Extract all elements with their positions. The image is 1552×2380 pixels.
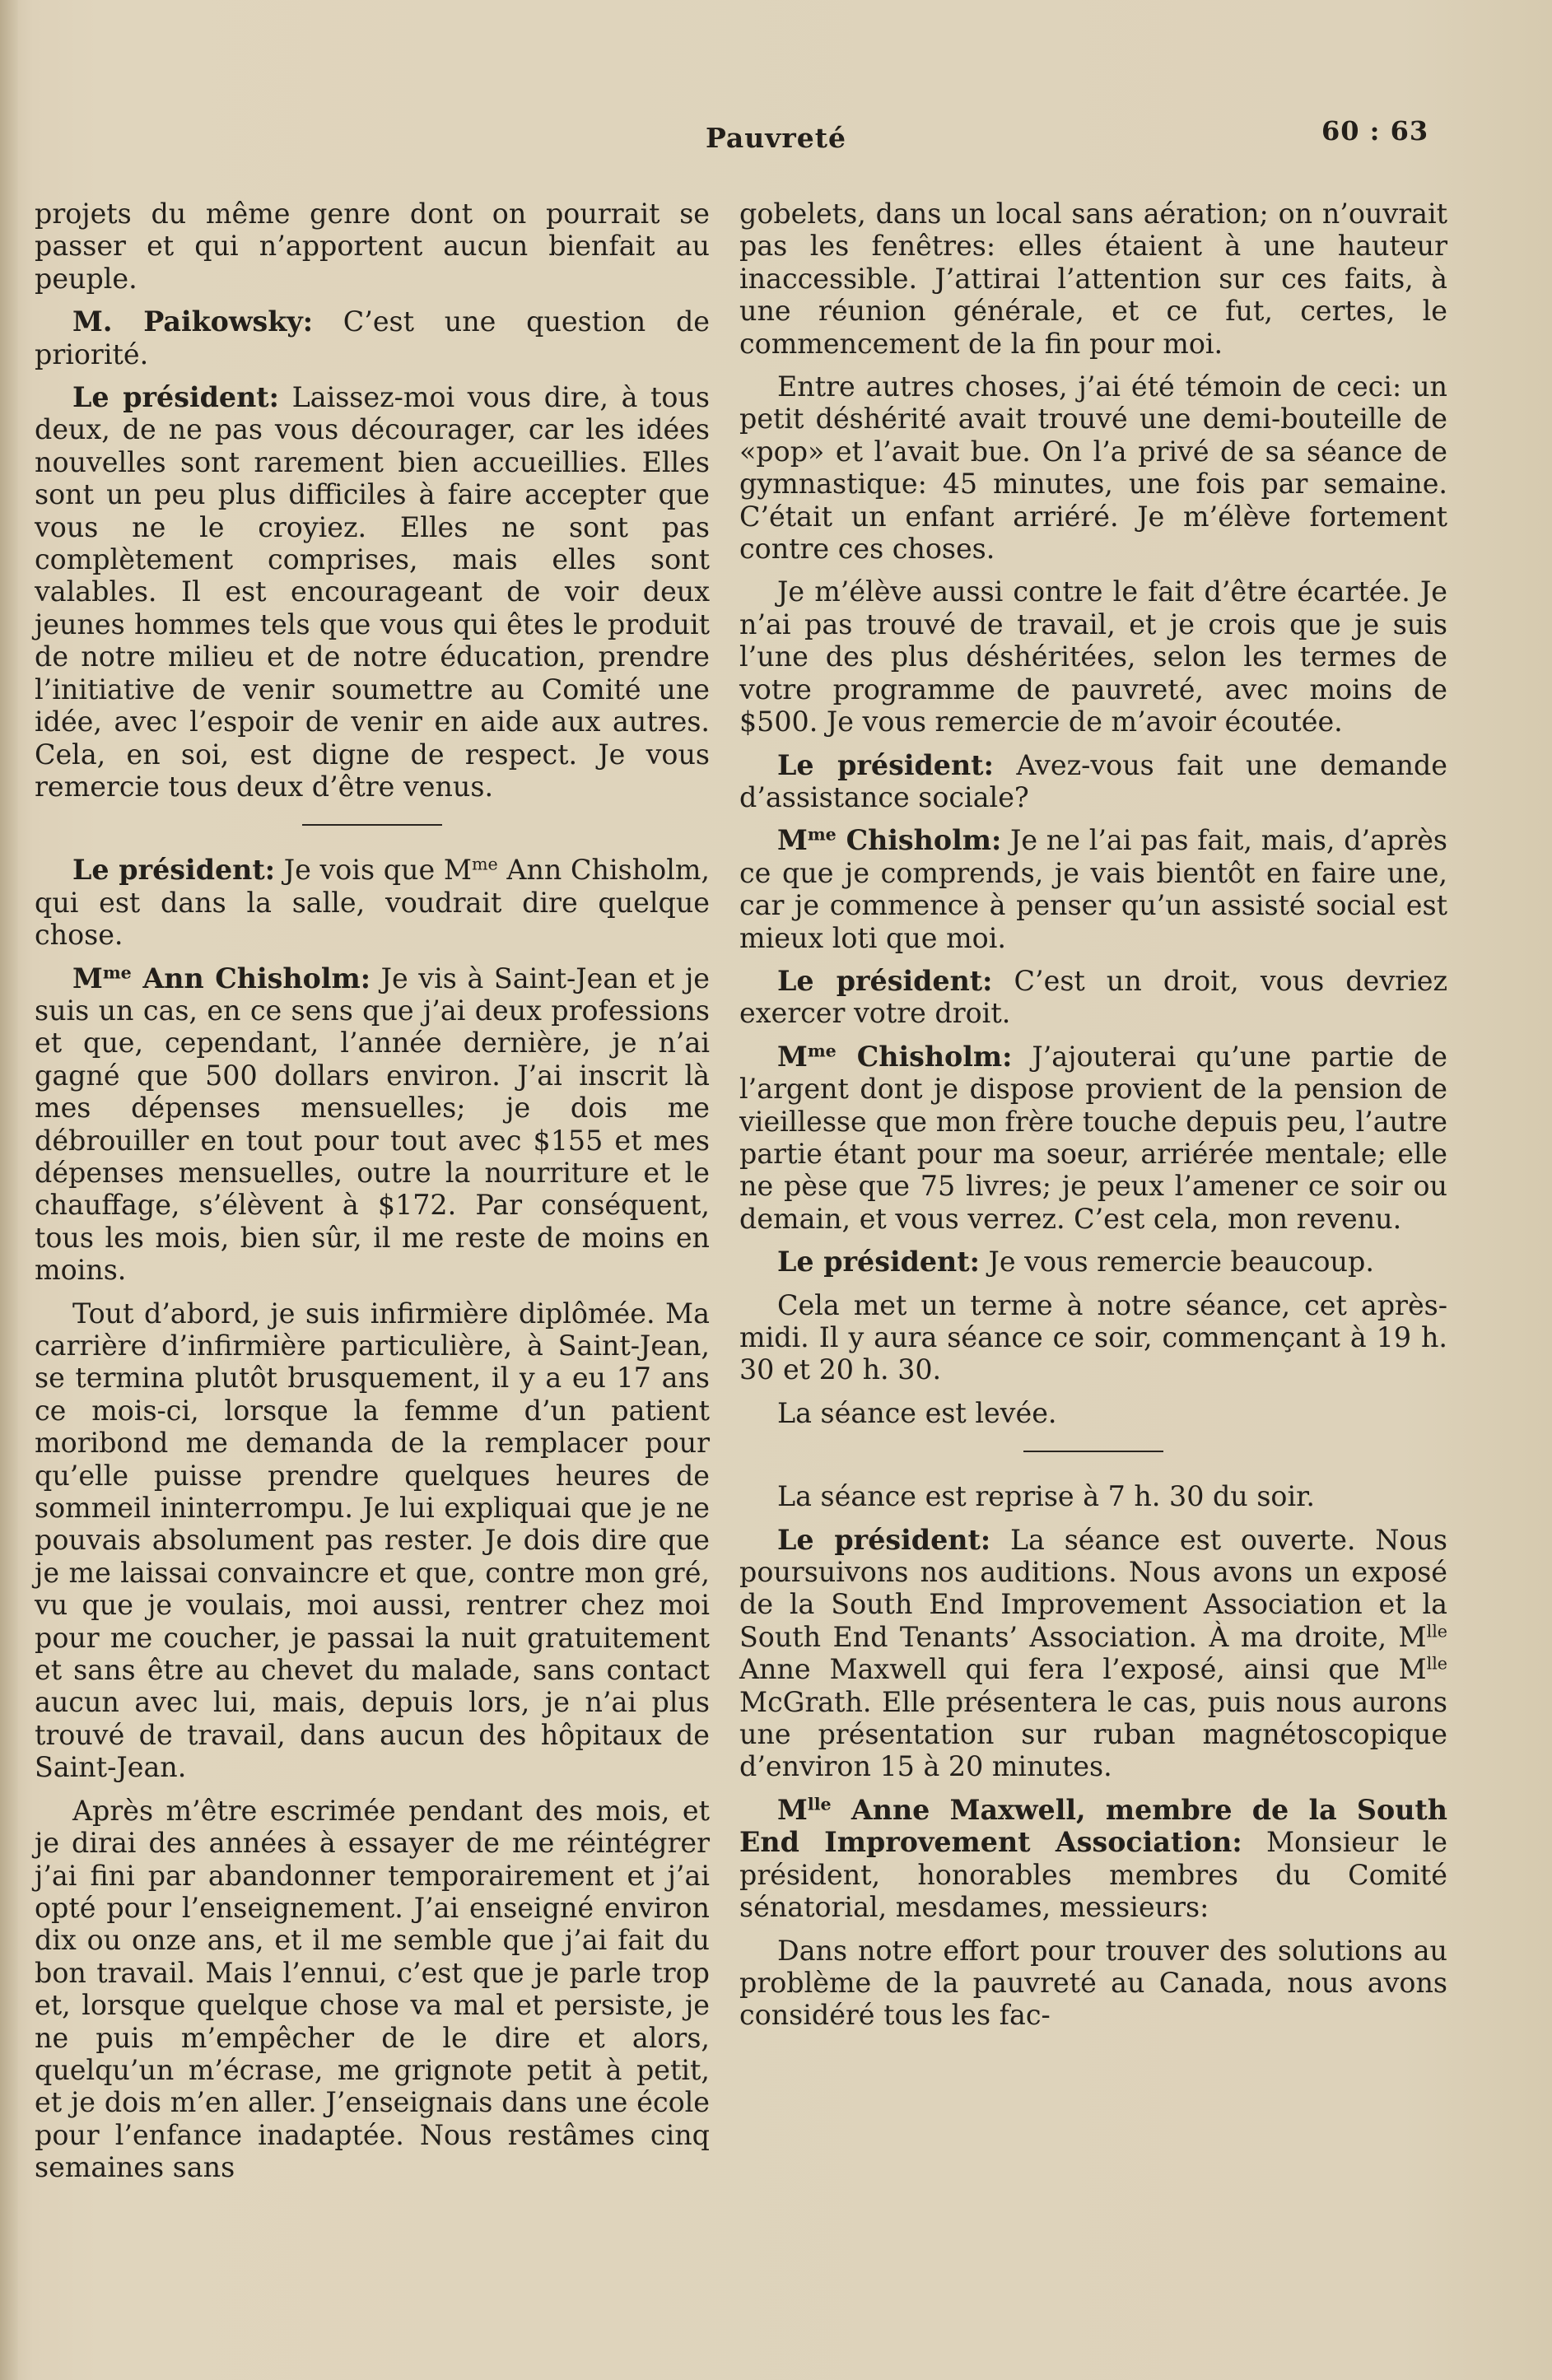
paragraph bbox=[739, 1246, 1447, 1278]
speaker-prefix: M bbox=[777, 824, 808, 857]
speaker-surname: Anne Maxwell, membre de la South End Improvement Association: bbox=[739, 1793, 1447, 1859]
paragraph bbox=[739, 1524, 1447, 1783]
speech-text: Laissez-moi vous dire, à tous deux, de ne pas vous décourager, car les idées nouvelles sont rarement bien accueillies. Elles sont un peu plus difficiles à faire accepter que vous ne le croyiez. Elles ne sont pas complètement comprises, mais elles sont valables. Il est encourageant de voir deux jeunes hommes tels que vous qui êtes le produit de notre milieu et de notre éducation, prendre l’initiative de venir soumettre au Comité une idée, avec l’espoir de venir en aide aux autres. Cela, en soi, est digne de respect. Je vous remercie tous deux d’être venus. bbox=[35, 381, 710, 803]
speaker-surname: Ann Chisholm: bbox=[131, 962, 371, 994]
paragraph bbox=[739, 965, 1447, 1030]
speech-text: Avez-vous fait une demande d’assistance sociale? bbox=[739, 748, 1447, 813]
speech-text: Je vois que M bbox=[275, 854, 472, 887]
paragraph: projets du même genre dont on pourrait se passer et qui n’apportent aucun bienfait au peuple. bbox=[35, 198, 710, 295]
paragraph: Tout d’abord, je suis infirmière diplômée. Ma carrière d’infirmière particulière, à Saint-Jean, se termina plutôt brusquement, il y a eu 17 ans ce mois-ci, lorsque la femme d’un patient moribond me demanda de la remplacer pour qu’elle puisse prendre quelques heures de sommeil ininterrompu. Je lui expliquai que je ne pouvais absolument pas rester. Je dois dire que je me laissai convaincre et que, contre mon gré, vu que je voulais, moi aussi, rentrer chez moi pour me coucher, je passai la nuit gratuitement et sans être au chevet du malade, sans contact aucun avec lui, mais, depuis lors, je n’ai plus trouvé de travail, dans aucun des hôpitaux de Saint-Jean. bbox=[35, 1297, 710, 1784]
running-head-title: Pauvreté bbox=[705, 122, 847, 154]
paragraph: Cela met un terme à notre séance, cet après-midi. Il y aura séance ce soir, commençant à 19 h. 30 et 20 h. 30. bbox=[739, 1288, 1447, 1386]
speech-text: Je vous remercie beaucoup. bbox=[979, 1246, 1374, 1278]
speech-text: Je ne l’ai pas fait, mais, d’après ce que je comprends, je vais bientôt en faire une, car je commence à penser qu’un assisté social est mieux loti que moi. bbox=[739, 824, 1447, 954]
speaker-name: Le président: bbox=[72, 854, 276, 887]
paragraph bbox=[739, 1041, 1447, 1235]
section-divider bbox=[302, 824, 442, 826]
superscript: me bbox=[807, 1041, 837, 1061]
speaker-name: Le président: bbox=[777, 748, 994, 781]
superscript: lle bbox=[1426, 1653, 1447, 1674]
speaker-name bbox=[777, 1041, 1012, 1073]
superscript: me bbox=[807, 824, 837, 845]
section-divider bbox=[1023, 1451, 1163, 1452]
paragraph: La séance est levée. bbox=[777, 1396, 1057, 1429]
paragraph bbox=[35, 962, 710, 1287]
paragraph: Après m’être escrimée pendant des mois, et je dirai des années à essayer de me réintégrer j’ai fini par abandonner temporairement et j’ai opté pour l’enseignement. J’ai enseigné environ dix ou onze ans, et il me semble que j’ai fait du bon travail. Mais l’ennui, c’est que je parle trop et, lorsque quelque chose va mal et persiste, je ne puis m’empêcher de le dire et alors, quelqu’un m’écrase, me grignote petit à petit, et je dois m’en aller. J’enseignais dans une école pour l’enfance inadaptée. Nous restâmes cinq semaines sans bbox=[35, 1794, 710, 2184]
superscript: me bbox=[102, 962, 132, 983]
superscript: lle bbox=[807, 1794, 832, 1814]
paragraph bbox=[35, 854, 710, 951]
speech-text: Monsieur le président, honorables membres du Comité sénatorial, mesdames, messieurs: bbox=[739, 1826, 1447, 1924]
speaker-name: Le président: bbox=[72, 381, 279, 414]
speaker-name: Le président: bbox=[777, 1246, 980, 1278]
speaker-name: Le président: bbox=[777, 964, 993, 997]
left-column bbox=[35, 198, 710, 2195]
speaker-prefix: M bbox=[777, 1040, 808, 1073]
speaker-prefix: M bbox=[72, 962, 103, 994]
speaker-name: M. Paikowsky: bbox=[72, 305, 313, 338]
speaker-name bbox=[72, 962, 371, 994]
speaker-name bbox=[777, 824, 1001, 856]
speaker-surname: Chisholm: bbox=[836, 1040, 1013, 1073]
speech-text: C’est une question de priorité. bbox=[35, 305, 710, 370]
speech-text: C’est un droit, vous devriez exercer votre droit. bbox=[739, 964, 1447, 1030]
paragraph bbox=[35, 381, 710, 803]
paragraph: Je m’élève aussi contre le fait d’être écartée. Je n’ai pas trouvé de travail, et je crois que je suis l’une des plus déshéritées, selon les termes de votre programme de pauvreté, avec moins de $500. Je vous remercie de m’avoir écoutée. bbox=[739, 575, 1447, 738]
right-column bbox=[739, 198, 1447, 2042]
paragraph bbox=[739, 1794, 1447, 1924]
speech-text: La séance est ouverte. Nous poursuivons nos auditions. Nous avons un exposé de la South End Improvement Association et la South End Tenants’ Association. À ma droite, M bbox=[739, 1523, 1447, 1653]
paragraph bbox=[739, 824, 1447, 954]
speech-text: Anne Maxwell qui fera l’exposé, ainsi que M bbox=[739, 1653, 1427, 1686]
superscript: lle bbox=[1426, 1621, 1447, 1642]
speech-text: Je vis à Saint-Jean et je suis un cas, en ce sens que j’ai deux professions et que, cependant, l’année dernière, je n’ai gagné que 500 dollars environ. J’ai inscrit là mes dépenses mensuelles; je dois me débrouiller en tout pour tout avec $155 et mes dépenses mensuelles, outre la nourriture et le chauffage, s’élèvent à $172. Par conséquent, tous les mois, bien sûr, il me reste de moins en moins. bbox=[35, 962, 710, 1287]
paragraph: Dans notre effort pour trouver des solutions au problème de la pauvreté au Canada, nous avons considéré tous les fac- bbox=[739, 1934, 1447, 2032]
paragraph: Entre autres choses, j’ai été témoin de ceci: un petit déshérité avait trouvé une demi-bouteille de «pop» et l’avait bue. On l’a privé de sa séance de gymnastique: 45 minutes, une fois par semaine. C’était un enfant arriéré. Je m’élève fortement contre ces choses. bbox=[739, 370, 1447, 566]
book-spine-shadow bbox=[0, 0, 18, 2380]
paragraph bbox=[35, 305, 710, 370]
paragraph: gobelets, dans un local sans aération; on n’ouvrait pas les fenêtres: elles étaient à une hauteur inaccessible. J’attirai l’attention sur ces faits, à une réunion générale, et ce fut, certes, le commencement de la fin pour moi. bbox=[739, 198, 1447, 360]
speaker-prefix: M bbox=[777, 1793, 808, 1826]
superscript: me bbox=[471, 854, 498, 874]
page-number: 60 : 63 bbox=[1321, 115, 1429, 147]
speech-text: McGrath. Elle présentera le cas, puis nous aurons une présentation sur ruban magnétoscopique d’environ 15 à 20 minutes. bbox=[739, 1685, 1447, 1783]
speech-text: Ann Chisholm, qui est dans la salle, voudrait dire quelque chose. bbox=[35, 854, 711, 952]
speech-text: J’ajouterai qu’une partie de l’argent dont je dispose provient de la pension de vieillesse que mon frère touche depuis peu, l’autre partie étant pour ma soeur, arriérée mentale; elle ne pèse que 75 livres; je peux l’amener ce soir ou demain, et vous verrez. C’est cela, mon revenu. bbox=[739, 1040, 1447, 1235]
paragraph bbox=[739, 749, 1447, 814]
speaker-surname: Chisholm: bbox=[836, 824, 1002, 857]
paragraph: La séance est reprise à 7 h. 30 du soir. bbox=[777, 1480, 1315, 1513]
speaker-name: Le président: bbox=[777, 1523, 991, 1556]
